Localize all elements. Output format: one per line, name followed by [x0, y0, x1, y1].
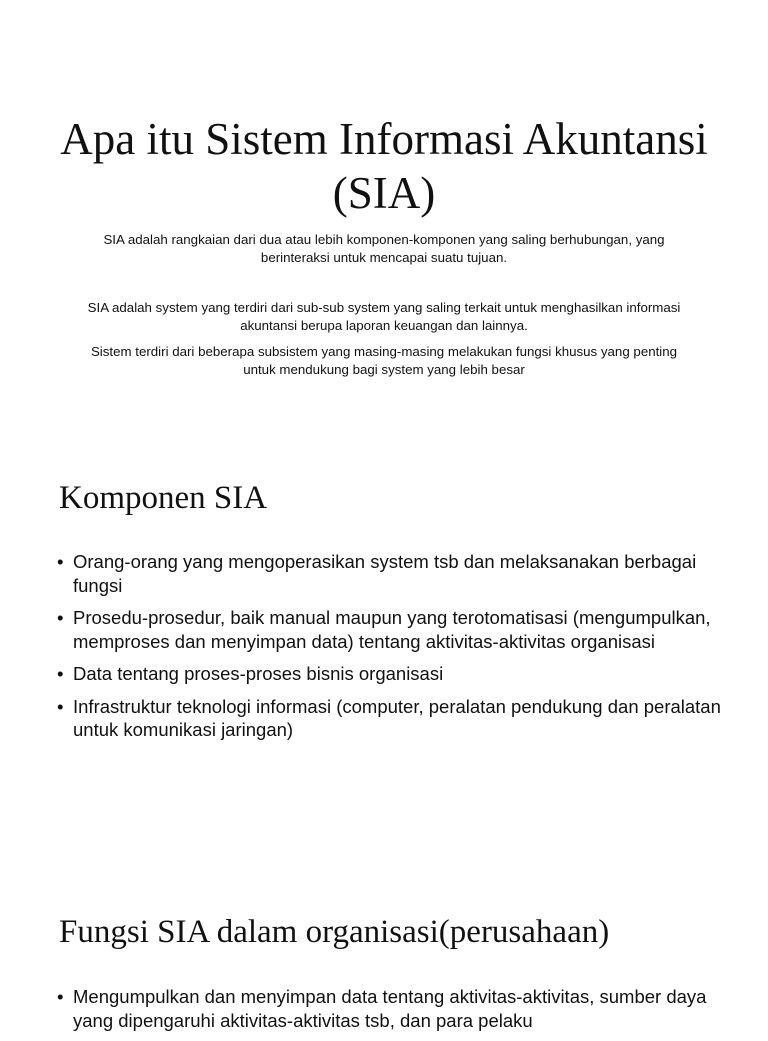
- list-item: [57, 662, 722, 686]
- definition-paragraph-1: SIA adalah rangkaian dari dua atau lebih komponen-komponen yang saling berhubungan, yang berinteraksi untuk mencapai suatu tujuan.: [103, 232, 665, 265]
- komponen-list: [57, 550, 722, 751]
- list-item-text: Infrastruktur teknologi informasi (computer, peralatan pendukung dan peralatan untuk komunikasi jaringan): [73, 695, 721, 740]
- list-item-text: Prosedu-prosedur, baik manual maupun yang terotomatisasi (mengumpulkan, memproses dan menyimpan data) tentang aktivitas-aktivitas organisasi: [73, 607, 711, 652]
- bullet-icon: •: [57, 695, 64, 717]
- bullet-icon: •: [57, 607, 64, 628]
- list-item-text: Data tentang proses-proses bisnis organisasi: [73, 663, 444, 684]
- list-item: [57, 985, 722, 1032]
- definition-paragraph-3: Sistem terdiri dari beberapa subsistem yang masing-masing melakukan fungsi khusus yang penting untuk mendukung bagi system yang lebih besar: [90, 344, 678, 377]
- bullet-icon: •: [57, 663, 64, 684]
- list-item: [57, 606, 722, 653]
- definition-paragraph-2: SIA adalah system yang terdiri dari sub-sub system yang saling terkait untuk menghasilkan informasi akuntansi berupa laporan keuangan dan lainnya.: [87, 300, 681, 333]
- fungsi-heading: Fungsi SIA dalam organisasi(perusahaan): [59, 914, 610, 950]
- fungsi-list: [57, 985, 722, 1041]
- komponen-heading: Komponen SIA: [59, 480, 268, 516]
- page-title: Apa itu Sistem Informasi Akuntansi (SIA): [60, 114, 708, 218]
- bullet-icon: •: [57, 551, 64, 572]
- bullet-icon: •: [57, 986, 64, 1007]
- list-item-text: Mengumpulkan dan menyimpan data tentang aktivitas-aktivitas, sumber daya yang dipengaruhi aktivitas-aktivitas tsb, dan para pelaku: [73, 986, 707, 1031]
- list-item: [57, 695, 722, 742]
- list-item: [57, 550, 722, 597]
- list-item-text: Orang-orang yang mengoperasikan system tsb dan melaksanakan berbagai fungsi: [73, 551, 697, 596]
